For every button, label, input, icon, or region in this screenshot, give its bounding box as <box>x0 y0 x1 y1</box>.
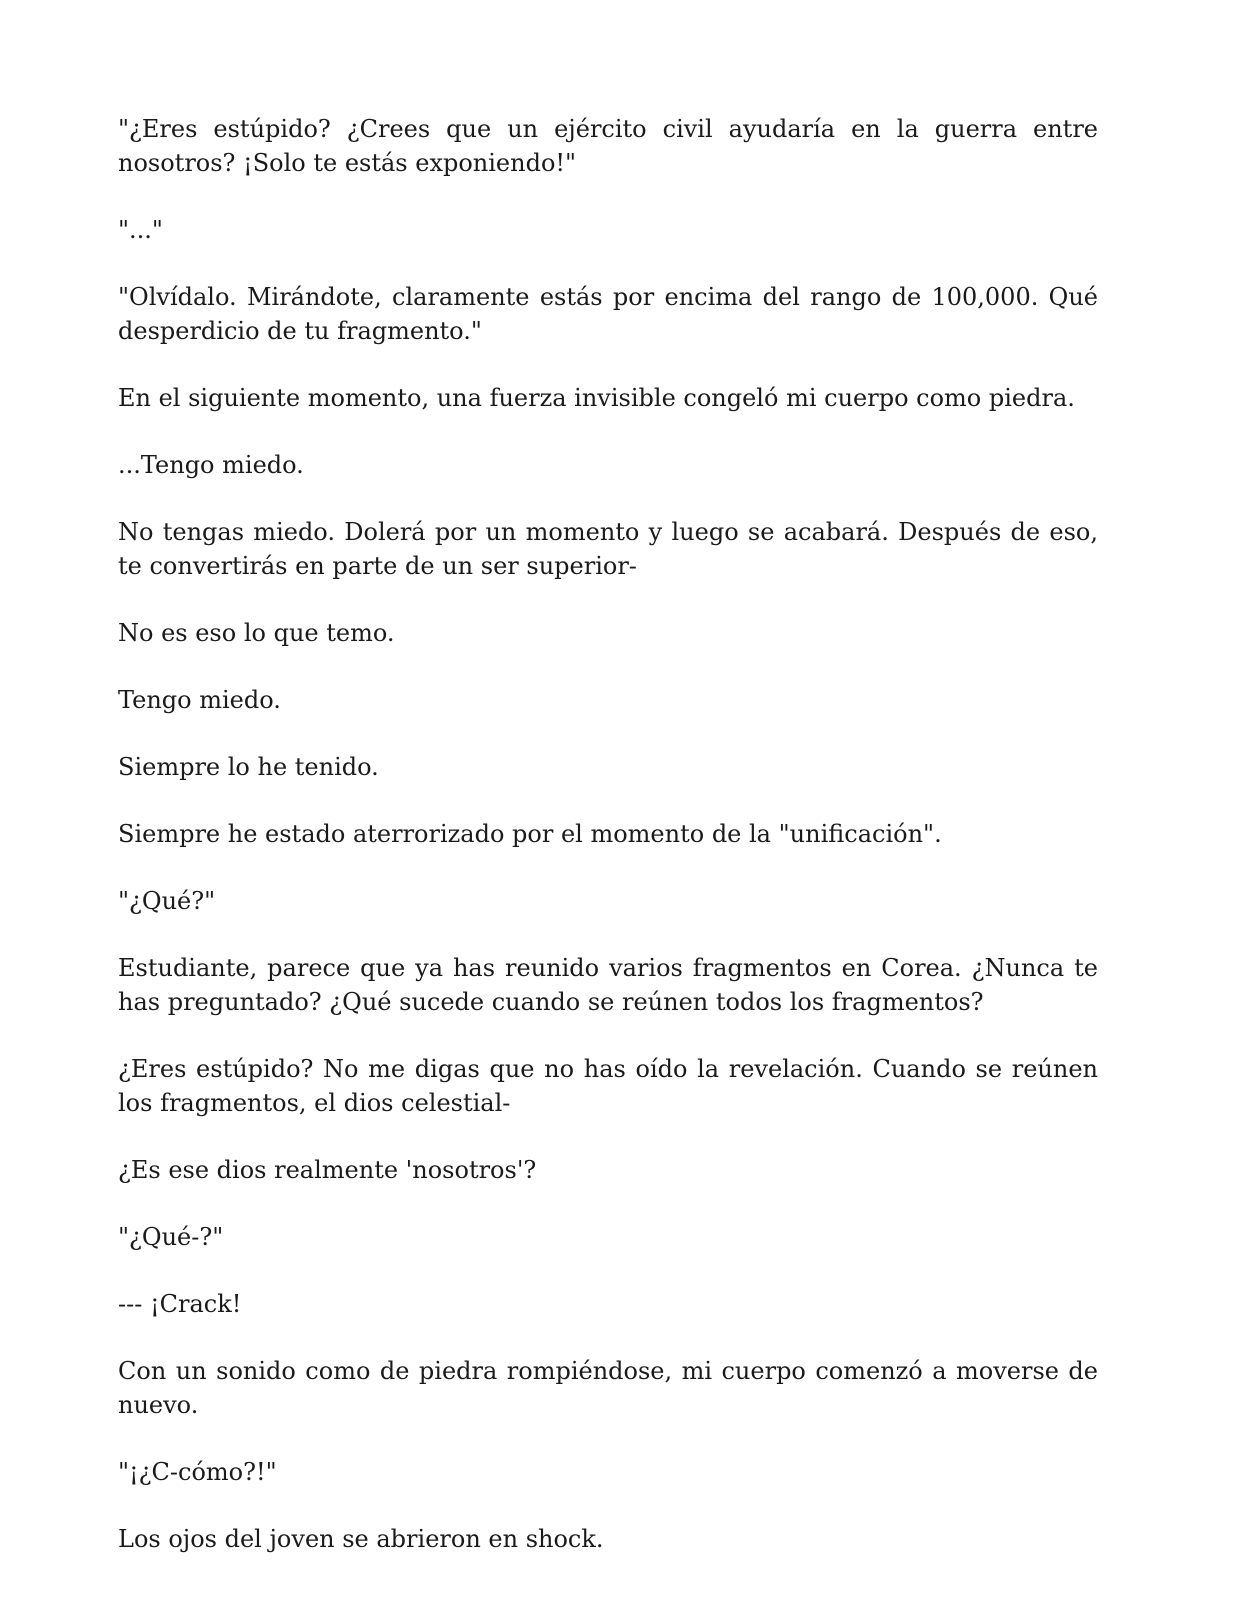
paragraph: ¿Es ese dios realmente 'nosotros'? <box>118 1156 537 1184</box>
document-body <box>118 112 1098 1589</box>
paragraph: "¿Qué-?" <box>118 1223 224 1251</box>
paragraph: Siempre he estado aterrorizado por el momento de la "unificación". <box>118 820 942 848</box>
paragraph: "..." <box>118 216 163 244</box>
paragraph: "¿Qué?" <box>118 887 216 915</box>
paragraph: "¿Eres estúpido? ¿Crees que un ejército civil ayudaría en la guerra entre nosotros? ¡Solo te estás exponiendo!" <box>118 115 1098 177</box>
paragraph: Tengo miedo. <box>118 686 281 714</box>
paragraph: No tengas miedo. Dolerá por un momento y luego se acabará. Después de eso, te convertirás en parte de un ser superior- <box>118 518 1098 580</box>
paragraph: Siempre lo he tenido. <box>118 753 379 781</box>
paragraph: ¿Eres estúpido? No me digas que no has oído la revelación. Cuando se reúnen los fragmentos, el dios celestial- <box>118 1055 1098 1117</box>
paragraph: Con un sonido como de piedra rompiéndose, mi cuerpo comenzó a moverse de nuevo. <box>118 1357 1098 1419</box>
paragraph: En el siguiente momento, una fuerza invisible congeló mi cuerpo como piedra. <box>118 384 1075 412</box>
paragraph: ...Tengo miedo. <box>118 451 304 479</box>
paragraph: "¡¿C-cómo?!" <box>118 1458 277 1486</box>
paragraph: "Olvídalo. Mirándote, claramente estás por encima del rango de 100,000. Qué desperdicio de tu fragmento." <box>118 283 1098 345</box>
paragraph: Estudiante, parece que ya has reunido varios fragmentos en Corea. ¿Nunca te has preguntado? ¿Qué sucede cuando se reúnen todos los fragmentos? <box>118 954 1098 1016</box>
paragraph: No es eso lo que temo. <box>118 619 395 647</box>
paragraph: Los ojos del joven se abrieron en shock. <box>118 1525 604 1553</box>
paragraph: --- ¡Crack! <box>118 1290 242 1318</box>
